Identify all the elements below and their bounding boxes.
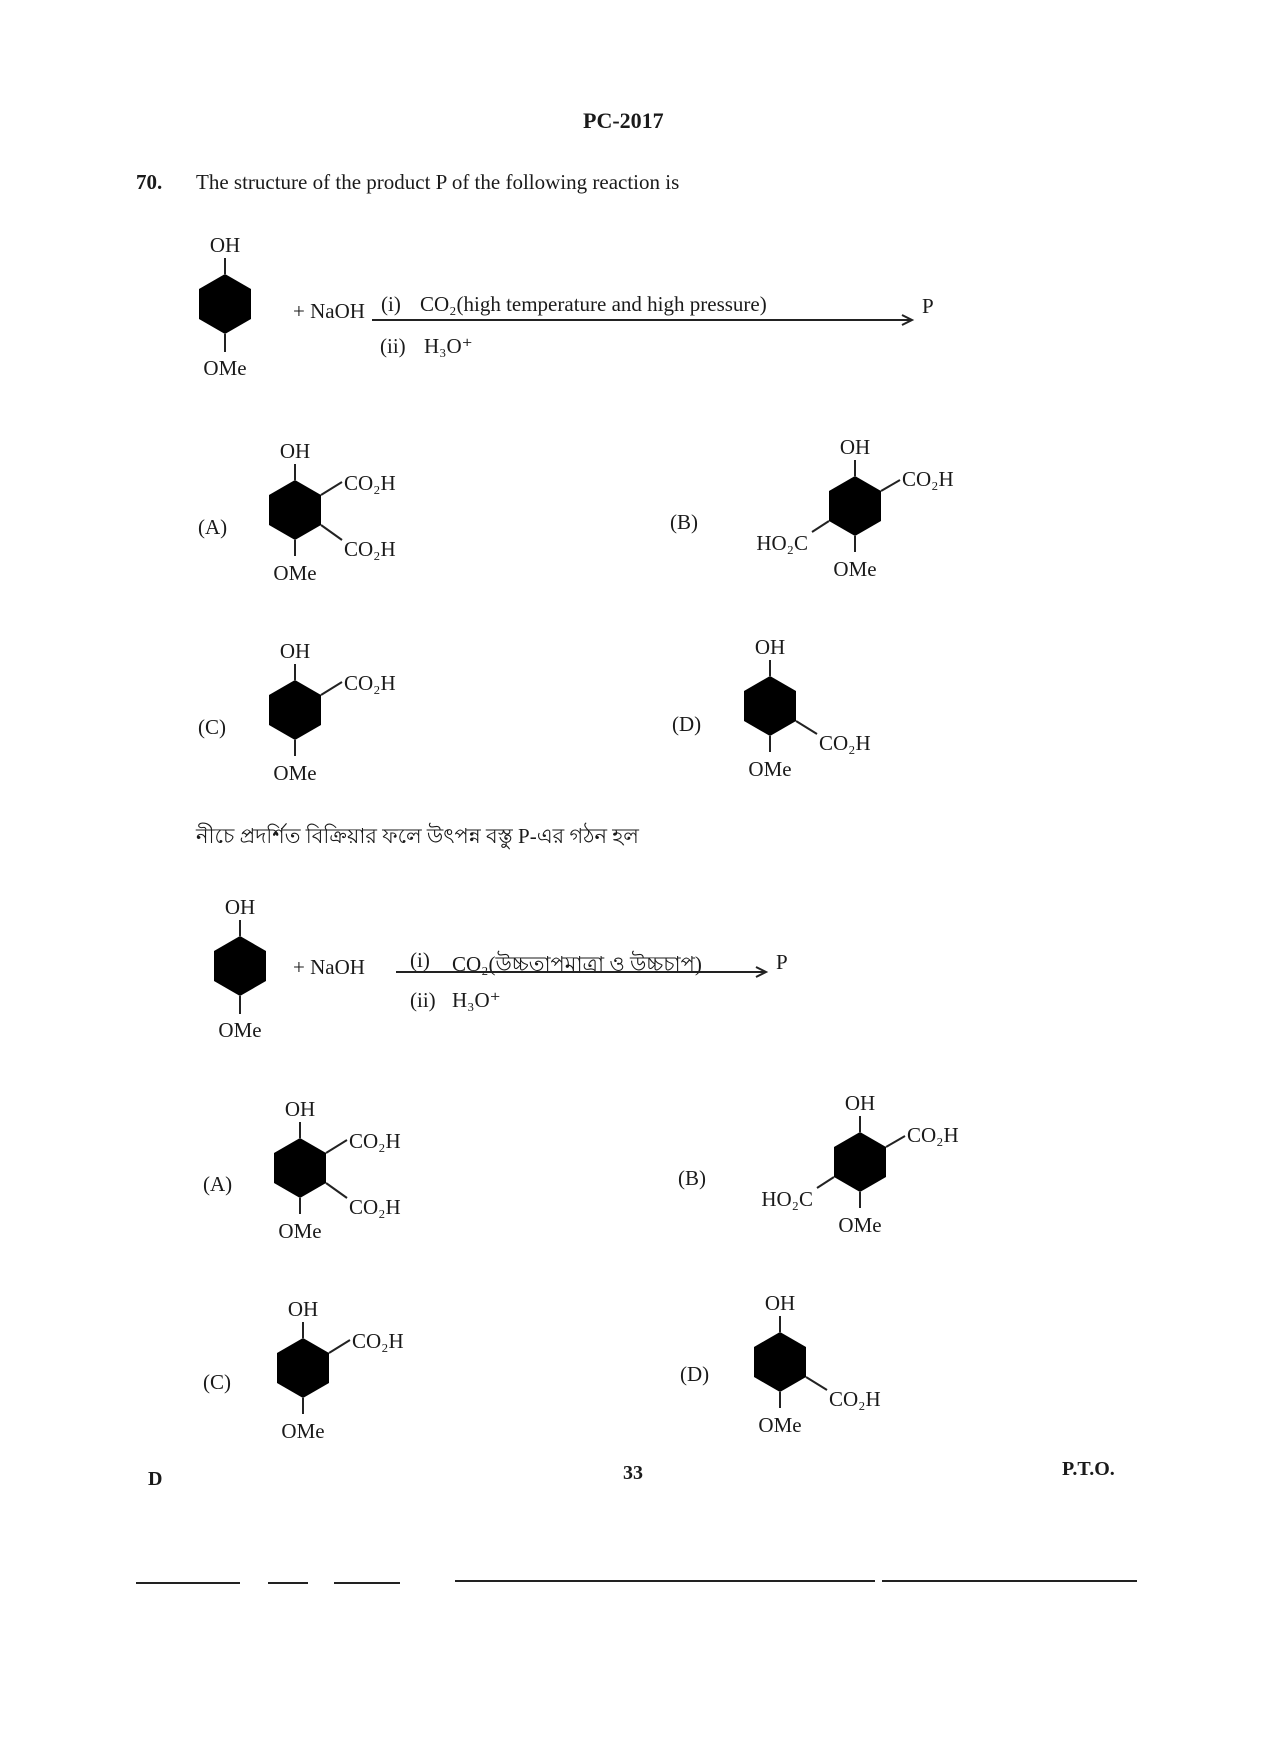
svg-text:CO₂H: CO₂H (344, 671, 396, 695)
svg-text:OH: OH (754, 635, 786, 659)
svg-text:OMe: OMe (833, 557, 877, 581)
svg-text:CO₂H: CO₂H (819, 731, 871, 755)
svg-text:CO₂H: CO₂H (902, 467, 954, 491)
option-a-structure (250, 440, 430, 600)
reactant-structure (190, 232, 260, 392)
step2-reagent-bn: H₃O⁺ (452, 988, 501, 1012)
option-c-structure (250, 640, 430, 800)
svg-text:OH: OH (287, 1297, 319, 1321)
question-text-bengali: নীচে প্রদর্শিত বিক্রিয়ার ফলে উৎপন্ন বস্তু P-এর গঠন হল (196, 824, 639, 848)
svg-text:OH: OH (279, 639, 311, 663)
svg-text:HO₂C: HO₂C (756, 531, 808, 555)
option-b-label: (B) (670, 510, 698, 534)
footer-set-code: D (148, 1468, 163, 1490)
reactant-structure-bn (205, 894, 275, 1054)
page-number: 33 (623, 1462, 643, 1484)
step1-conditions-bn: CO₂(উচ্চতাপমাত্রা ও উচ্চচাপ) (452, 952, 702, 976)
svg-text:OH: OH (284, 1097, 316, 1121)
reaction-arrow (372, 310, 922, 330)
step2-label: (ii) (380, 334, 406, 358)
svg-text:OH: OH (764, 1291, 796, 1315)
question-text-english: The structure of the product P of the following reaction is (196, 170, 680, 194)
svg-text:OMe: OMe (838, 1213, 882, 1237)
svg-text:OH: OH (279, 439, 311, 463)
option-d-structure-bn (735, 1292, 915, 1452)
option-c-label: (C) (198, 715, 226, 739)
svg-text:CO₂H: CO₂H (344, 537, 396, 561)
svg-text:OMe: OMe (278, 1219, 322, 1243)
option-b-structure (730, 436, 960, 596)
option-d-label-bn: (D) (680, 1362, 710, 1386)
svg-text:CO₂H: CO₂H (829, 1387, 881, 1411)
option-a-label: (A) (198, 515, 228, 539)
option-a-label-bn: (A) (203, 1172, 233, 1196)
step2-label-bn: (ii) (410, 988, 436, 1012)
reactant-ome-label: OMe (203, 356, 247, 380)
pto-label: P.T.O. (1062, 1458, 1115, 1480)
svg-text:CO₂H: CO₂H (349, 1129, 401, 1153)
svg-text:CO₂H: CO₂H (907, 1123, 959, 1147)
exam-code: PC-2017 (583, 108, 664, 133)
option-a-structure-bn (255, 1098, 435, 1258)
step1-label: (i) (381, 292, 401, 316)
step1-label-bn: (i) (410, 948, 430, 972)
svg-text:OH: OH (224, 895, 256, 919)
svg-text:CO₂H: CO₂H (344, 471, 396, 495)
question-number: 70. (136, 170, 163, 194)
option-d-structure (725, 636, 905, 796)
product-p-bn: P (776, 950, 788, 974)
svg-text:OMe: OMe (273, 561, 317, 585)
option-c-structure-bn (258, 1298, 438, 1458)
svg-text:OH: OH (844, 1091, 876, 1115)
option-b-structure-bn (735, 1092, 965, 1252)
svg-text:HO₂C: HO₂C (761, 1187, 813, 1211)
step1-conditions: CO₂(high temperature and high pressure) (420, 292, 767, 316)
reaction-arrow-bn (396, 962, 776, 982)
step2-reagent: H₃O⁺ (424, 334, 473, 358)
bottom-rule (455, 1580, 875, 1582)
svg-text:OMe: OMe (758, 1413, 802, 1437)
svg-text:CO₂H: CO₂H (349, 1195, 401, 1219)
svg-text:OH: OH (839, 435, 871, 459)
bottom-rule (334, 1582, 400, 1584)
product-p: P (922, 294, 934, 318)
svg-text:OMe: OMe (748, 757, 792, 781)
bottom-rule (882, 1580, 1137, 1582)
option-d-label: (D) (672, 712, 702, 736)
bottom-rule (136, 1582, 240, 1584)
reagent-naoh: + NaOH (293, 299, 365, 323)
svg-text:CO₂H: CO₂H (352, 1329, 404, 1353)
svg-text:OMe: OMe (273, 761, 317, 785)
svg-text:OMe: OMe (281, 1419, 325, 1443)
option-b-label-bn: (B) (678, 1166, 706, 1190)
bottom-rule (268, 1582, 308, 1584)
option-c-label-bn: (C) (203, 1370, 231, 1394)
reactant-oh-label: OH (209, 233, 241, 257)
reagent-naoh-bn: + NaOH (293, 955, 365, 979)
svg-text:OMe: OMe (218, 1018, 262, 1042)
